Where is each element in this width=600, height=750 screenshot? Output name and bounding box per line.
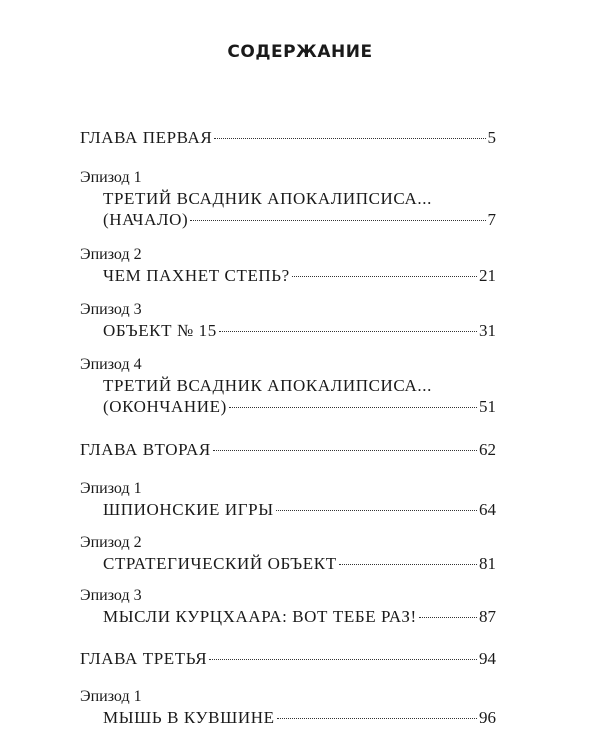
dot-leader	[339, 564, 477, 565]
episode-label: Эпизод 2	[80, 534, 142, 551]
dot-leader	[213, 450, 477, 451]
entry-label: ГЛАВА ВТОРАЯ	[80, 440, 211, 459]
toc-title: СОДЕРЖАНИЕ	[227, 42, 373, 62]
entry-label: СТРАТЕГИЧЕСКИЙ ОБЪЕКТ	[103, 554, 337, 573]
episode-label: Эпизод 4	[80, 356, 142, 373]
toc-entry-chapter-1[interactable]	[80, 128, 496, 148]
toc-entry-ch3-ep1[interactable]	[103, 708, 496, 728]
entry-label: МЫСЛИ КУРЦХААРА: ВОТ ТЕБЕ РАЗ!	[103, 607, 417, 626]
entry-title-line: ТРЕТИЙ ВСАДНИК АПОКАЛИПСИСА...	[103, 189, 432, 208]
dot-leader	[292, 276, 477, 277]
dot-leader	[209, 659, 477, 660]
toc-entry-ch1-ep3[interactable]	[103, 321, 496, 341]
entry-label: ЧЕМ ПАХНЕТ СТЕПЬ?	[103, 266, 290, 285]
episode-label: Эпизод 1	[80, 480, 142, 497]
entry-label: ГЛАВА ПЕРВАЯ	[80, 128, 213, 147]
dot-leader	[419, 617, 477, 618]
page-number: 5	[487, 128, 496, 147]
episode-label: Эпизод 1	[80, 169, 142, 186]
dot-leader	[190, 220, 485, 221]
episode-label: Эпизод 3	[80, 587, 142, 604]
dot-leader	[214, 138, 485, 139]
entry-label: (НАЧАЛО)	[103, 210, 189, 229]
episode-label: Эпизод 2	[80, 246, 142, 263]
page-number: 94	[479, 649, 496, 668]
entry-label: ШПИОНСКИЕ ИГРЫ	[103, 500, 274, 519]
dot-leader	[229, 407, 477, 408]
page-number: 96	[479, 708, 496, 727]
entry-label: МЫШЬ В КУВШИНЕ	[103, 708, 275, 727]
toc-entry-ch1-ep2[interactable]	[103, 266, 496, 286]
entry-label: ГЛАВА ТРЕТЬЯ	[80, 649, 208, 668]
page-number: 62	[479, 440, 496, 459]
toc-entry-ch1-ep1[interactable]	[103, 210, 496, 230]
toc-entry-chapter-2[interactable]	[80, 440, 496, 460]
dot-leader	[277, 718, 477, 719]
toc-entry-chapter-3[interactable]	[80, 649, 496, 669]
episode-label: Эпизод 1	[80, 688, 142, 705]
page-number: 21	[479, 266, 496, 285]
page-number: 81	[479, 554, 496, 573]
page-number: 51	[479, 397, 496, 416]
entry-label: ОБЪЕКТ № 15	[103, 321, 217, 340]
toc-entry-ch2-ep3[interactable]	[103, 607, 496, 627]
entry-label: (ОКОНЧАНИЕ)	[103, 397, 227, 416]
toc-entry-ch2-ep2[interactable]	[103, 554, 496, 574]
toc-entry-ch2-ep1[interactable]	[103, 500, 496, 520]
dot-leader	[276, 510, 477, 511]
page-number: 87	[479, 607, 496, 626]
entry-title-line: ТРЕТИЙ ВСАДНИК АПОКАЛИПСИСА...	[103, 376, 432, 395]
episode-label: Эпизод 3	[80, 301, 142, 318]
page-number: 7	[487, 210, 496, 229]
toc-entry-ch1-ep4[interactable]	[103, 397, 496, 417]
dot-leader	[219, 331, 477, 332]
page-number: 64	[479, 500, 496, 519]
page-number: 31	[479, 321, 496, 340]
